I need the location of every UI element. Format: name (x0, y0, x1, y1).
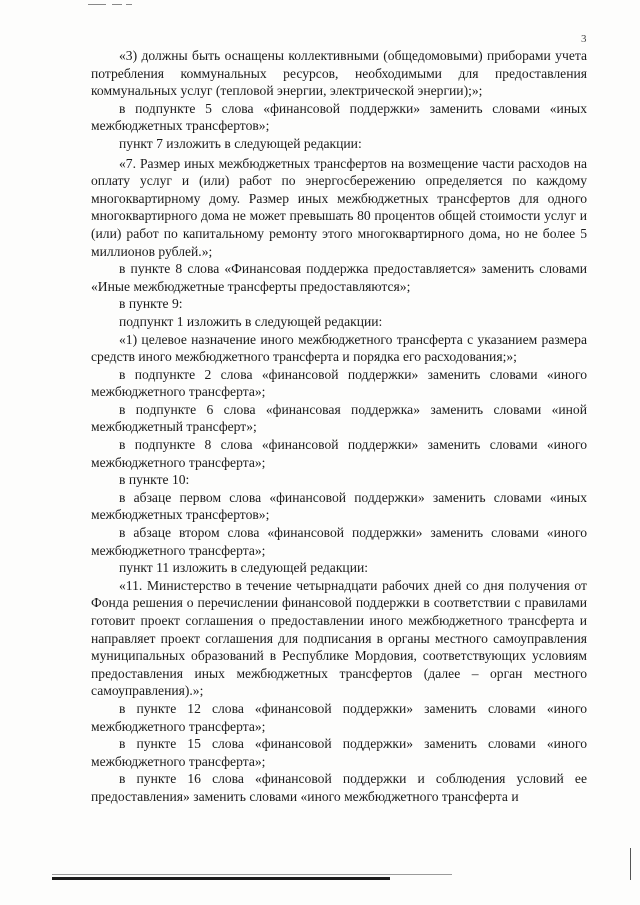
paragraph: «7. Размер иных межбюджетных трансфертов на возмещение части расходов на оплату услуг и (или) работ по энергосбережению определяется по каждому многоквартирному дому. Размер иных межбюджетных трансфертов для одного многоквартирного дома не может превышать 80 процентов общей стоимости услуг и (или) работ по капитальному ремонту этого многоквартирного дома, но не более 5 миллионов рублей.»; (91, 155, 587, 259)
paragraph: подпункт 1 изложить в следующей редакции: (119, 313, 383, 329)
document-body (91, 47, 587, 806)
paragraph: пункт 7 изложить в следующей редакции: (119, 135, 362, 151)
paragraph: в пункте 12 слова «финансовой поддержки» заменить словами «иного межбюджетного трансферта»; (91, 700, 587, 734)
paragraph: пункт 11 изложить в следующей редакции: (119, 560, 369, 576)
paragraph: «1) целевое назначение иного межбюджетного трансферта с указанием размера средств иного межбюджетного трансферта и порядка его расходования;»; (91, 331, 587, 365)
paragraph: в пункте 9: (119, 296, 183, 312)
paragraph: в абзаце втором слова «финансовой поддержки» заменить словами «иного межбюджетного трансферта»; (91, 525, 587, 558)
paragraph: в подпункте 2 слова «финансовой поддержки» заменить словами «иного межбюджетного трансферта»; (91, 366, 587, 400)
paragraph: в абзаце первом слова «финансовой поддержки» заменить словами «иных межбюджетных трансфертов»; (91, 489, 587, 523)
paragraph: «3) должны быть оснащены коллективными (общедомовыми) приборами учета потребления коммунальных ресурсов, необходимыми для предоставления коммунальных услуг (тепловой энергии, электрической энергии);»; (91, 48, 587, 99)
paragraph: в подпункте 8 слова «финансовой поддержки» заменить словами «иного межбюджетного трансферта»; (91, 437, 587, 470)
paragraph: в пункте 10: (119, 472, 190, 488)
scan-artifact-right (630, 848, 631, 880)
paragraph: в пункте 16 слова «финансовой поддержки и соблюдения условий ее предоставления» заменить словами «иного межбюджетного трансферта и (91, 771, 587, 804)
paragraph: в подпункте 6 слова «финансовая поддержка» заменить словами «иной межбюджетный трансферт»; (91, 401, 587, 435)
scan-artifact-bottom-thin (52, 874, 452, 875)
scan-artifact-top (0, 2, 640, 8)
paragraph: «11. Министерство в течение четырнадцати рабочих дней со дня получения от Фонда решения о перечислении финансовой поддержки в соответствии с правилами готовит проект соглашения о предоставлении иного межбюджетного трансферта и направляет проект соглашения для подписания в органы местного самоуправления муниципальных образований в Республике Мордовия, соответствующих условиям предоставления иных межбюджетных трансфертов (далее – орган местного самоуправления).»; (91, 577, 587, 699)
page-number: 3 (581, 33, 587, 45)
paragraph: в пункте 8 слова «Финансовая поддержка предоставляется» заменить словами «Иные межбюджетные трансферты предоставляются»; (91, 261, 587, 294)
paragraph: в подпункте 5 слова «финансовой поддержки» заменить словами «иных межбюджетных трансфертов»; (91, 100, 587, 134)
paragraph: в пункте 15 слова «финансовой поддержки» заменить словами «иного межбюджетного трансферта»; (91, 736, 587, 769)
scan-artifact-bottom (52, 877, 390, 880)
